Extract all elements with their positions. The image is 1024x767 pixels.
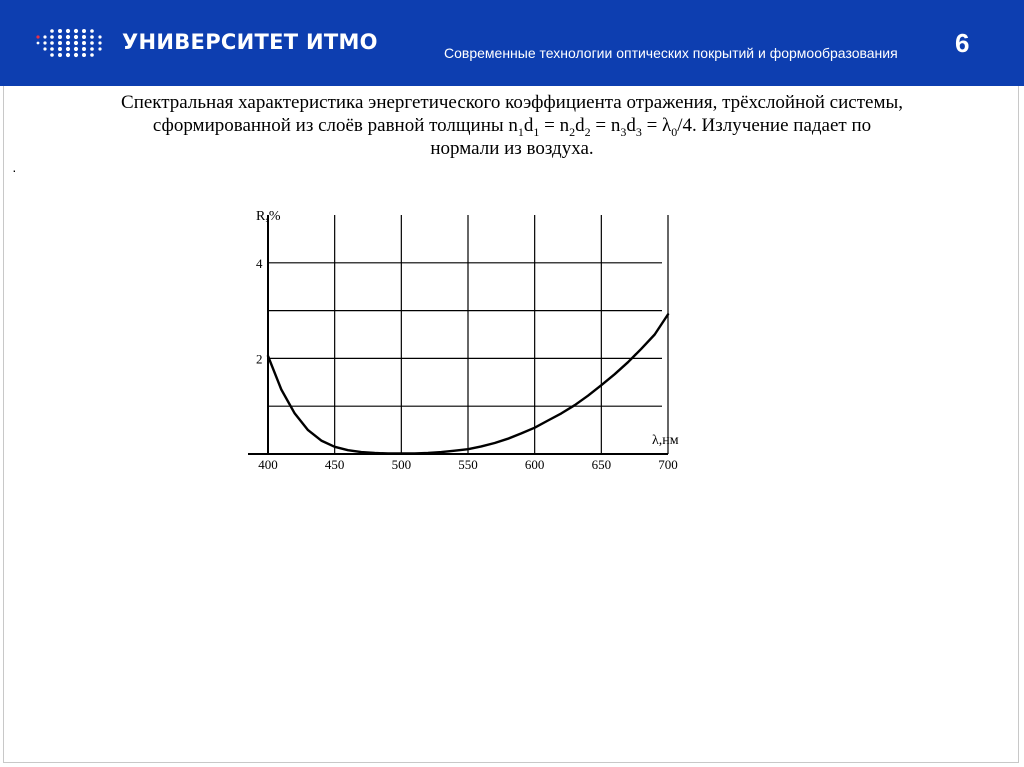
chart-axes (248, 215, 668, 454)
y-axis-label: R,% (256, 209, 281, 224)
x-tick-label: 650 (591, 457, 612, 472)
stray-dot: · (12, 162, 17, 178)
itmo-logo-dots-icon (32, 26, 112, 60)
caption-line-3: нормали из воздуха. (430, 138, 594, 159)
y-tick-label: 2 (256, 351, 263, 367)
caption-line-1: Спектральная характеристика энергетического коэффициента отражения, трёхслойной системы, (121, 92, 903, 113)
x-tick-label: 700 (658, 457, 678, 472)
x-tick-label: 400 (258, 457, 278, 472)
x-tick-label: 500 (391, 457, 412, 472)
caption-line-2: сформированной из слоёв равной толщины $n_1d_1 = n_2d_2 = n_3d_3 = \lambda_0/4$. Излучение падает по (152, 115, 872, 139)
x-tick-label: 550 (458, 457, 478, 472)
x-tick-label: 450 (324, 457, 345, 472)
x-tick-label: 600 (524, 457, 545, 472)
reflectance-chart (240, 200, 710, 490)
y-tick-label: 4 (256, 255, 263, 271)
slide-caption (20, 91, 1004, 160)
logo-text: УНИВЕРСИТЕТ ИТМО (122, 30, 378, 54)
header-subtitle: Современные технологии оптических покрытий и формообразования (444, 45, 898, 61)
chart-grid (268, 215, 668, 454)
slide-header (0, 0, 1024, 86)
x-axis-label: λ,нм (652, 433, 679, 448)
page-number: 6 (955, 28, 970, 58)
